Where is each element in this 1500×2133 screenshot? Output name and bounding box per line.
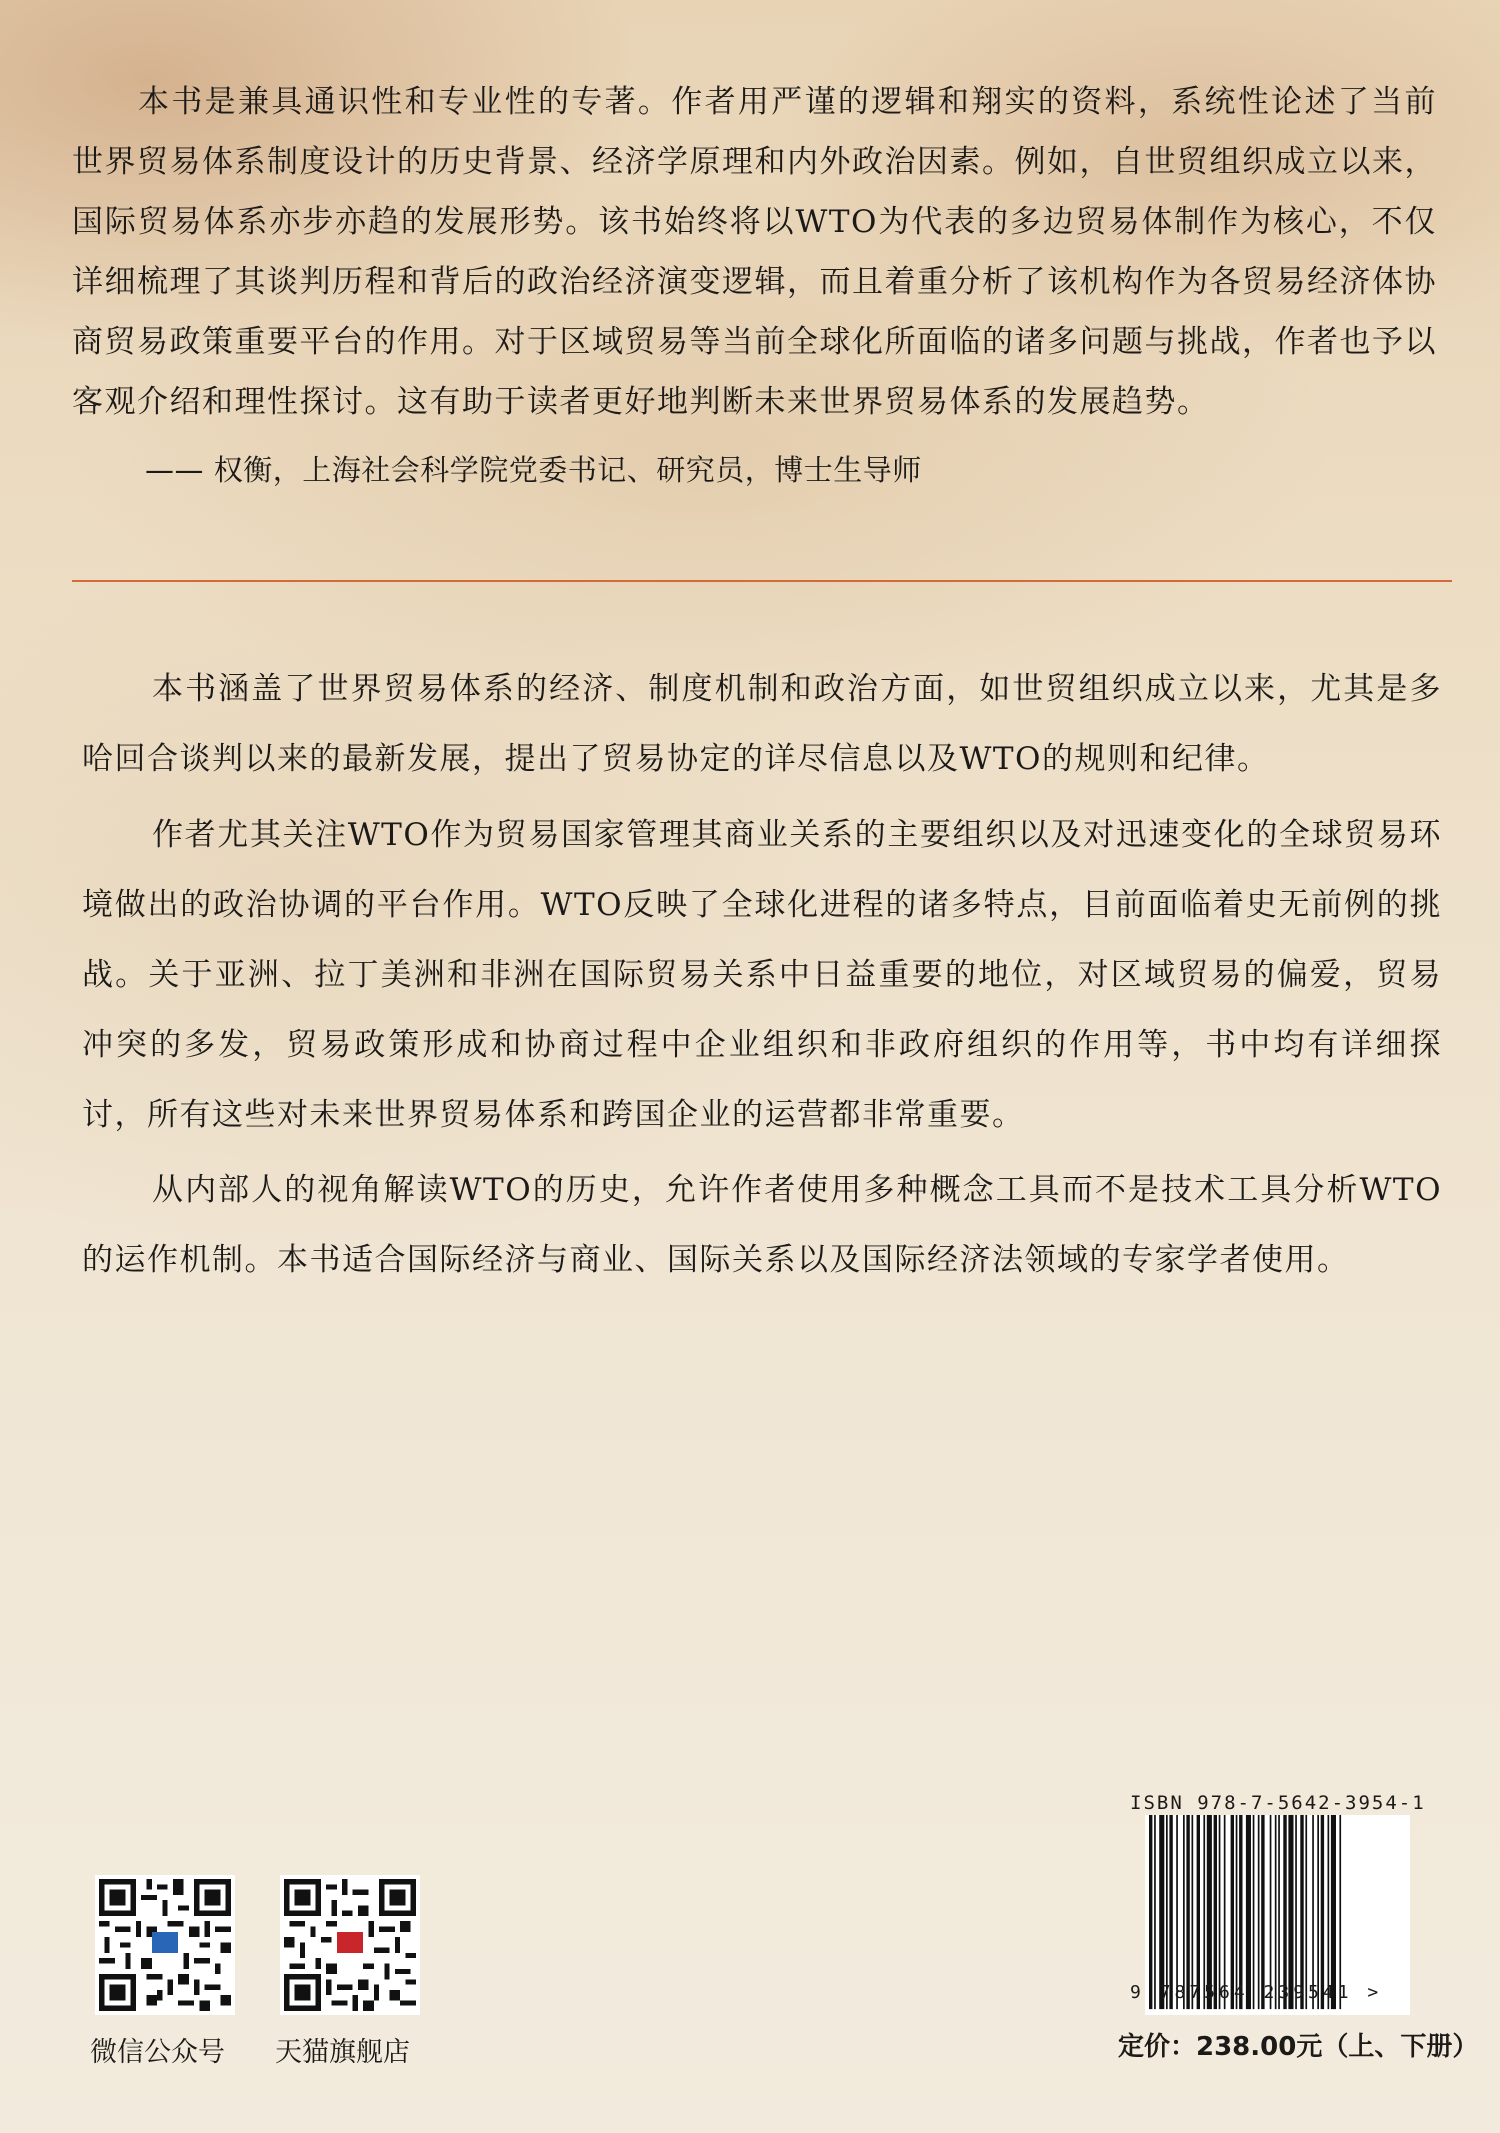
wechat-qr-icon [95, 1875, 235, 2015]
wechat-qr-label: 微信公众号 [90, 2037, 225, 2068]
isbn-number: ISBN 978-7-5642-3954-1 [1130, 1792, 1426, 1814]
tmall-qr-label: 天猫旗舰店 [275, 2037, 410, 2068]
review-attribution: —— 权衡，上海社会科学院党委书记、研究员，博士生导师 [145, 453, 922, 487]
section-divider [72, 580, 1452, 582]
barcode-digits: 9 787564 239541 > [1130, 1982, 1383, 2003]
description-paragraph-3: 从内部人的视角解读WTO的历史，允许作者使用多种概念工具而不是技术工具分析WTO的运作机制。本书适合国际经济与商业、国际关系以及国际经济法领域的专家学者使用。 [82, 1172, 1442, 1278]
price-label: 定价：238.00元（上、下册） [1118, 2032, 1479, 2062]
review-paragraph: 本书是兼具通识性和专业性的专著。作者用严谨的逻辑和翔实的资料，系统性论述了当前世界贸易体系制度设计的历史背景、经济学原理和内外政治因素。例如，自世贸组织成立以来，国际贸易体系亦步亦趋的发展形势。该书始终将以WTO为代表的多边贸易体制作为核心，不仅详细梳理了其谈判历程和背后的政治经济演变逻辑，而且着重分析了该机构作为各贸易经济体协商贸易政策重要平台的作用。对于区域贸易等当前全球化所面临的诸多问题与挑战，作者也予以客观介绍和理性探讨。这有助于读者更好地判断未来世界贸易体系的发展趋势。 [72, 84, 1437, 420]
description-paragraph-1: 本书涵盖了世界贸易体系的经济、制度机制和政治方面，如世贸组织成立以来，尤其是多哈回合谈判以来的最新发展，提出了贸易协定的详尽信息以及WTO的规则和纪律。 [82, 671, 1442, 777]
description-paragraph-2: 作者尤其关注WTO作为贸易国家管理其商业关系的主要组织以及对迅速变化的全球贸易环境做出的政治协调的平台作用。WTO反映了全球化进程的诸多特点，目前面临着史无前例的挑战。关于亚洲、拉丁美洲和非洲在国际贸易关系中日益重要的地位，对区域贸易的偏爱，贸易冲突的多发，贸易政策形成和协商过程中企业组织和非政府组织的作用等，书中均有详细探讨，所有这些对未来世界贸易体系和跨国企业的运营都非常重要。 [82, 817, 1442, 1133]
tmall-qr-icon [280, 1875, 420, 2015]
